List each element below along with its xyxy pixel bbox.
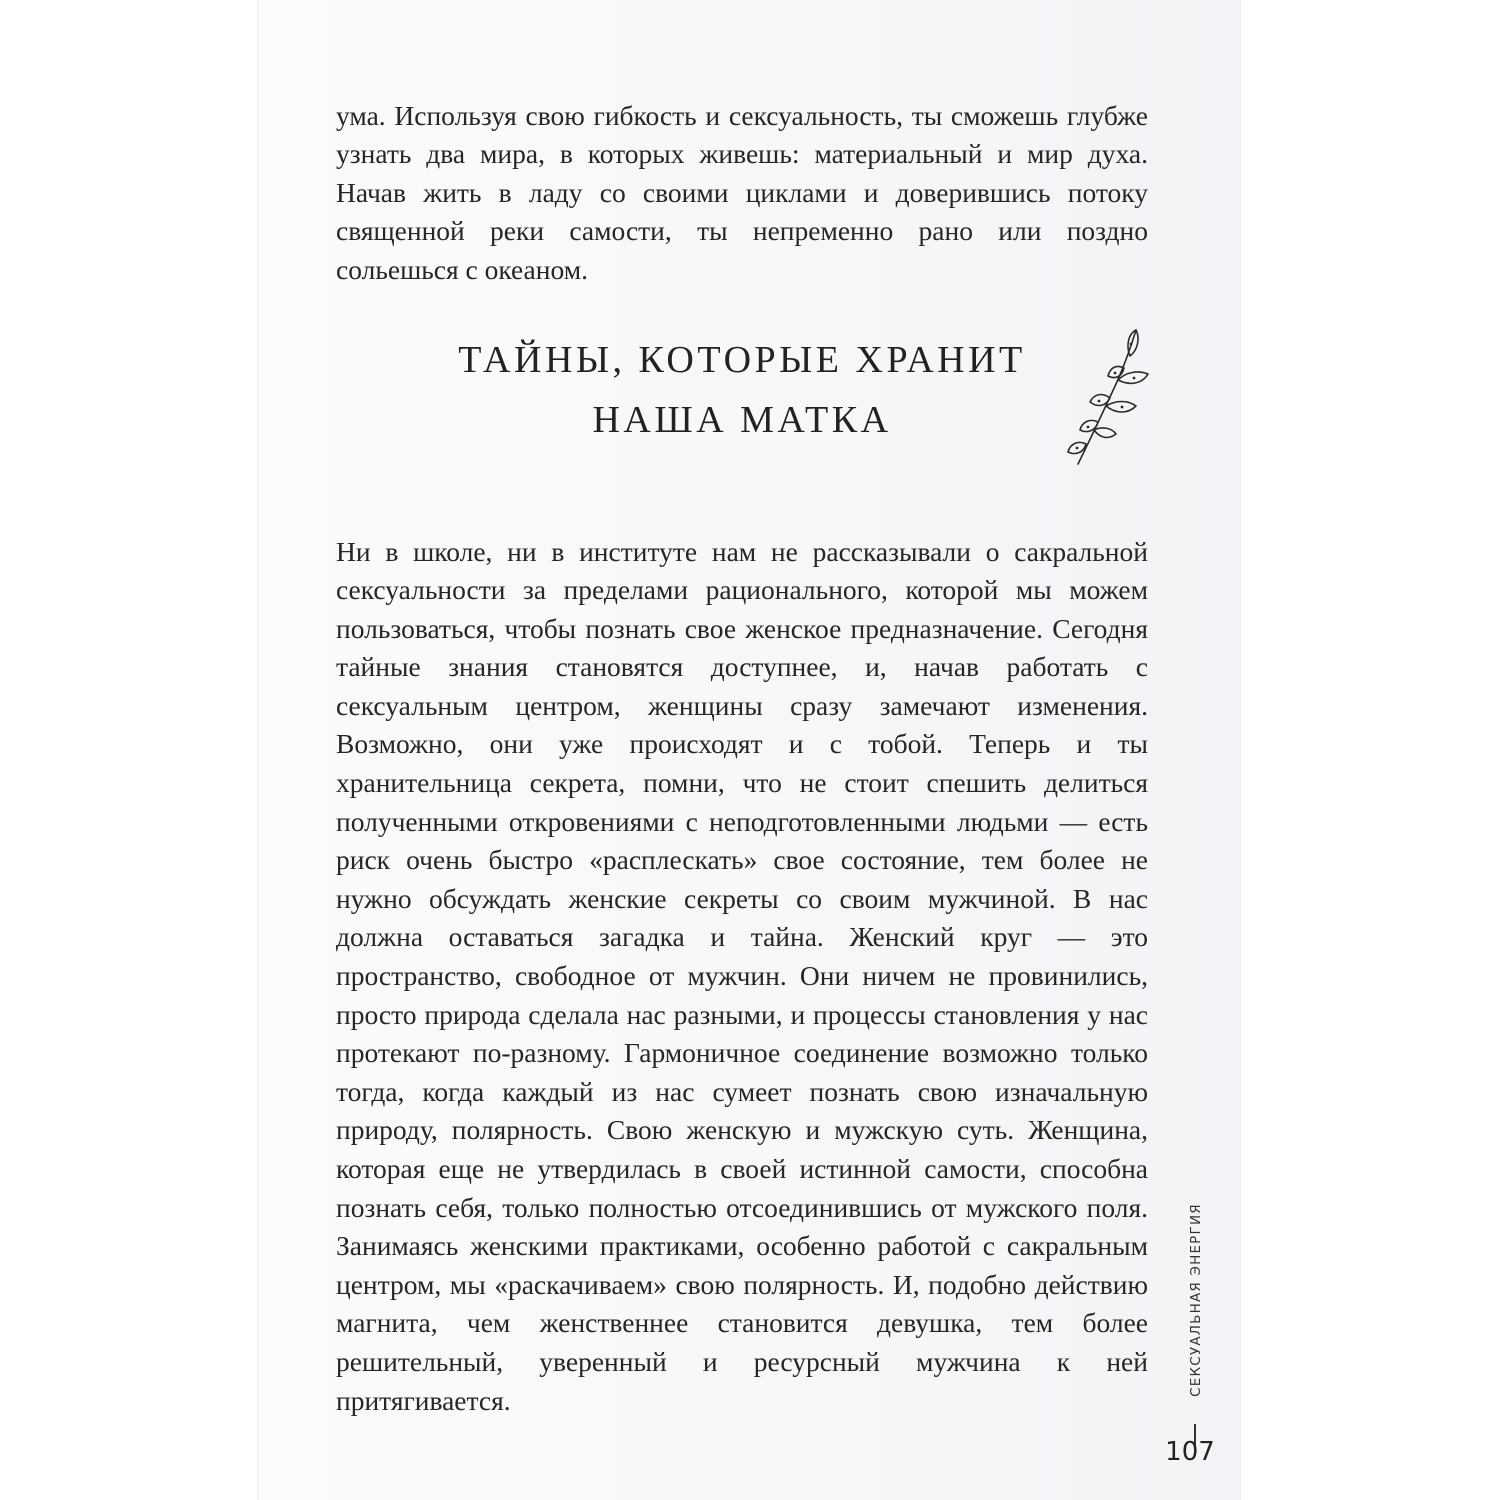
running-head — [1181, 1180, 1211, 1420]
page-number: 107 — [1165, 1437, 1215, 1467]
section-heading — [336, 330, 1148, 450]
top-paragraph: ума. Используя свою гибкость и сексуальность, ты сможешь глубже узнать два мира, в которых живешь: материальный и мир духа. Начав жить в ладу со своими циклами и доверившись потоку священной реки самости, ты непременно рано или поздно сольешься с океаном. — [336, 99, 1148, 285]
book-page — [258, 0, 1240, 1500]
leaf-branch-icon — [1058, 322, 1158, 472]
main-paragraph: Ни в школе, ни в институте нам не рассказывали о сакральной сексуальности за пределами рационального, которой мы можем пользоваться, чтобы познать свое женское предназначение. Сегодня тайные знания становятся доступнее, и, начав работать с сексуальным центром, женщины сразу замечают изменения. Возможно, они уже происходят и с тобой. Теперь и ты хранительница секрета, помни, что не стоит спешить делиться полученными откровениями с неподготовленными людьми — есть риск очень быстро «расплескать» свое состояние, тем более не нужно обсуждать женские секреты со своим мужчиной. В нас должна оставаться загадка и тайна. Женский круг — это пространство, свободное от мужчин. Они ничем не провинились, просто природа сделала нас разными, и процессы становления у нас протекают по-разному. Гармоничное соединение возможно только тогда, когда каждый из нас сумеет познать свою изначальную природу, полярность. Свою женскую и мужскую суть. Женщина, которая еще не утвердилась в своей истинной самости, способна познать себя, только полностью отсоединившись от мужского поля. Занимаясь женскими практиками, особенно работой с сакральным центром, мы «раскачиваем» свою полярность. И, подобно действию магнита, чем женственнее становится девушка, тем более решительный, уверенный и ресурсный мужчина к ней притягивается. — [336, 535, 1148, 1416]
heading-line-1: ТАЙНЫ, КОТОРЫЕ ХРАНИТ — [458, 339, 1026, 381]
running-head-label: СЕКСУАЛЬНАЯ ЭНЕРГИЯ — [1188, 1203, 1204, 1397]
heading-line-2: НАША МАТКА — [592, 399, 892, 441]
